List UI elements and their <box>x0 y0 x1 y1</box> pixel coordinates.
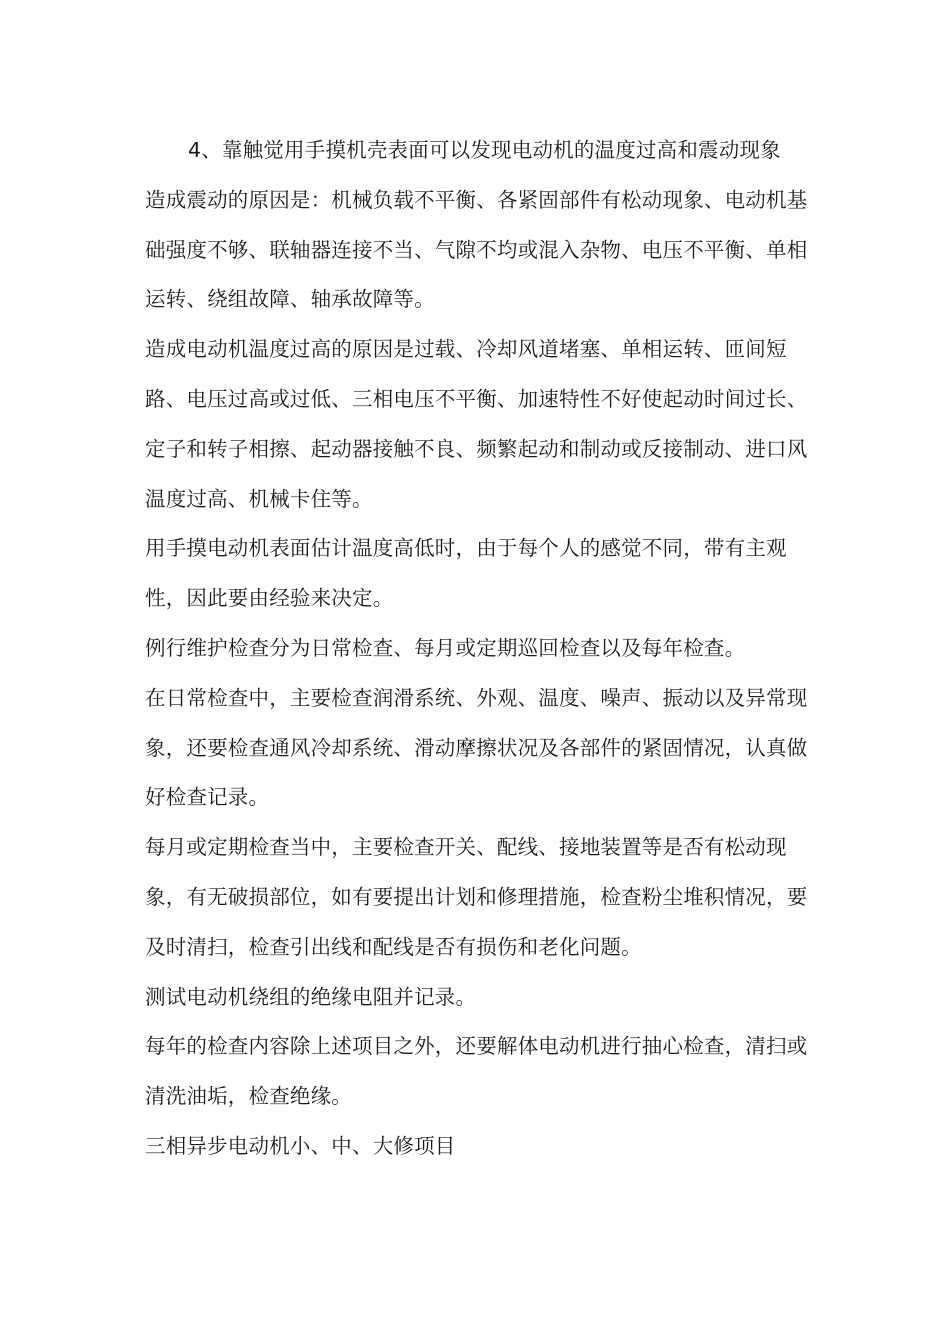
paragraph-touch-estimate: 用手摸电动机表面估计温度高低时，由于每个人的感觉不同，带有主观性，因此要由经验来决定。 <box>145 536 787 611</box>
paragraph-insulation-test: 测试电动机绕组的绝缘电阻并记录。 <box>145 984 477 1009</box>
paragraph-vibration-causes: 造成震动的原因是：机械负载不平衡、各紧固部件有松动现象、电动机基础强度不够、联轴器连接不当、气隙不均或混入杂物、电压不平衡、单相运转、绕组故障、轴承故障等。 <box>145 187 808 312</box>
paragraph-annual-check: 每年的检查内容除上述项目之外，还要解体电动机进行抽心检查，清扫或清洗油垢，检查绝缘。 <box>145 1034 808 1109</box>
document-body <box>145 126 810 1172</box>
paragraph-routine-maintenance: 例行维护检查分为日常检查、每月或定期巡回检查以及每年检查。 <box>145 635 746 660</box>
paragraph-overheat-causes: 造成电动机温度过高的原因是过载、冷却风道堵塞、单相运转、匝间短路、电压过高或过低、三相电压不平衡、加速特性不好使起动时间过长、定子和转子相擦、起动器接触不良、频繁起动和制动或反接制动、进口风温度过高、机械卡住等。 <box>145 337 808 511</box>
paragraph-daily-check: 在日常检查中，主要检查润滑系统、外观、温度、噪声、振动以及异常现象，还要检查通风冷却系统、滑动摩擦状况及各部件的紧固情况，认真做好检查记录。 <box>145 685 808 810</box>
paragraph-repair-items-heading: 三相异步电动机小、中、大修项目 <box>145 1133 456 1158</box>
paragraph-monthly-check: 每月或定期检查当中，主要检查开关、配线、接地装置等是否有松动现象，有无破损部位，如有要提出计划和修理措施，检查粉尘堆积情况，要及时清扫，检查引出线和配线是否有损伤和老化问题。 <box>145 835 808 959</box>
paragraph-touch-inspection: 4、靠触觉用手摸机壳表面可以发现电动机的温度过高和震动现象 <box>188 138 781 162</box>
